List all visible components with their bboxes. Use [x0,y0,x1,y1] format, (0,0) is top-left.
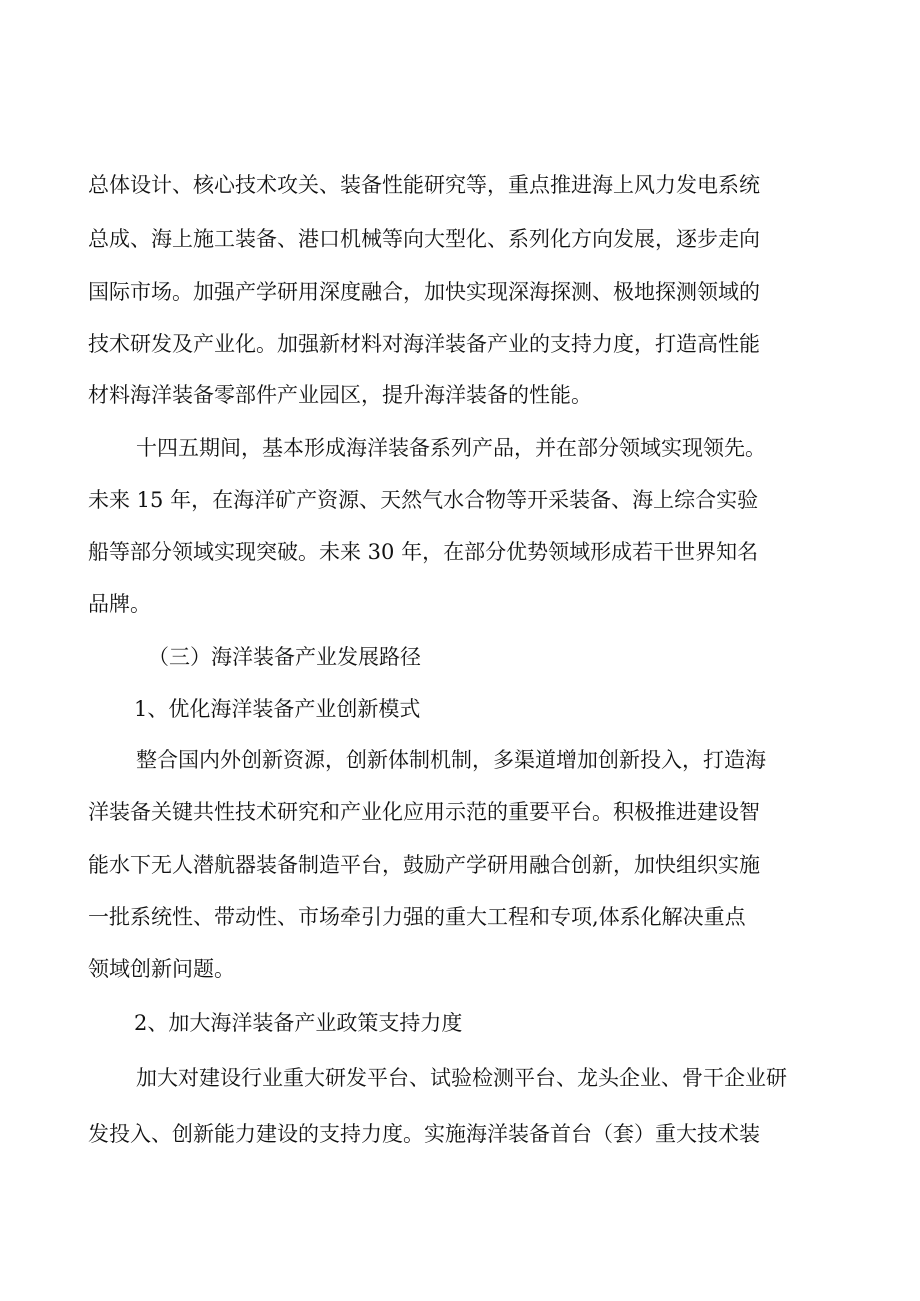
paragraph-2-line-3: 船等部分领域实现突破。未来 30 年，在部分优势领域形成若干世界知名 [88,540,759,564]
paragraph-1-line-1: 总体设计、核心技术攻关、装备性能研究等，重点推进海上风力发电系统 [88,173,760,197]
paragraph-1-line-4: 技术研发及产业化。加强新材料对海洋装备产业的支持力度，打造高性能 [88,332,760,356]
paragraph-2-line-1: 十四五期间，基本形成海洋装备系列产品，并在部分领域实现领先。 [136,436,766,460]
paragraph-4-line-2: 发投入、创新能力建设的支持力度。实施海洋装备首台（套）重大技术装 [88,1122,760,1146]
paragraph-1-line-2: 总成、海上施工装备、港口机械等向大型化、系列化方向发展，逐步走向 [88,227,760,251]
paragraph-1-line-5: 材料海洋装备零部件产业园区，提升海洋装备的性能。 [88,383,592,407]
section-heading: （三）海洋装备产业发展路径 [148,645,421,669]
paragraph-3-line-1: 整合国内外创新资源，创新体制机制，多渠道增加创新投入，打造海 [136,748,766,772]
paragraph-3-line-4: 一批系统性、带动性、市场牵引力强的重大工程和专项,体系化解决重点 [88,905,746,929]
paragraph-2-line-4: 品牌。 [88,592,151,616]
paragraph-3-line-2: 洋装备关键共性技术研究和产业化应用示范的重要平台。积极推进建设智 [88,800,760,824]
paragraph-3-line-3: 能水下无人潜航器装备制造平台，鼓励产学研用融合创新，加快组织实施 [88,853,760,877]
subheading-1: 1、优化海洋装备产业创新模式 [134,697,421,721]
subheading-2: 2、加大海洋装备产业政策支持力度 [134,1011,463,1035]
paragraph-2-line-2: 未来 15 年，在海洋矿产资源、天然气水合物等开采装备、海上综合实验 [88,488,759,512]
paragraph-1-line-3: 国际市场。加强产学研用深度融合，加快实现深海探测、极地探测领域的 [88,280,760,304]
paragraph-4-line-1: 加大对建设行业重大研发平台、试验检测平台、龙头企业、骨干企业研 [136,1066,787,1090]
paragraph-3-line-5: 领域创新问题。 [88,957,235,981]
